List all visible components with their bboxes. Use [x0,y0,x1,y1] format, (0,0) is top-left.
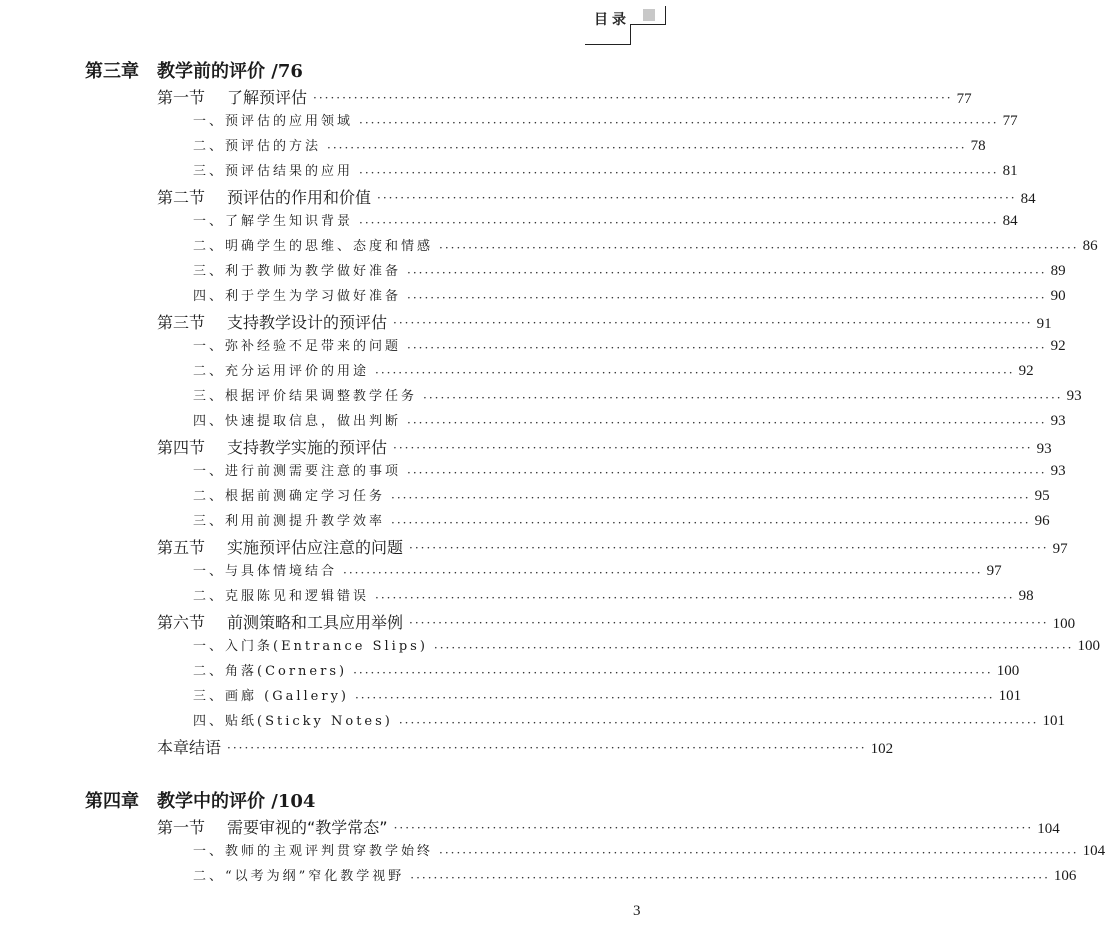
toc-subsection-entry[interactable] [0,335,1066,359]
toc-subsection-entry[interactable] [0,865,1077,889]
subsection-title: 四、利于学生为学习做好准备 [193,289,402,304]
toc-subsection-entry[interactable] [0,685,1022,709]
page-number: 98 [1018,588,1034,604]
dot-leader: ·············································································································· [407,416,1047,430]
dot-leader: ·············································································································· [423,391,1063,405]
subsection-title: 三、根据评价结果调整教学任务 [193,389,418,404]
page-number: 92 [1050,338,1066,354]
toc-subsection-entry[interactable] [0,460,1066,484]
dot-leader: ·············································································································· [439,241,1079,255]
section-title: 实施预评估应注意的问题 [227,538,404,557]
toc-section-entry[interactable] [0,815,1060,839]
page-number: 77 [956,91,972,107]
toc-subsection-entry[interactable] [0,710,1065,734]
page-number: 100 [1077,638,1100,654]
section-title: 预评估的作用和价值 [227,188,372,207]
dot-leader: ·············································································································· [327,141,967,155]
toc-subsection-entry[interactable] [0,660,1020,684]
section-number: 第三节 [157,313,206,332]
subsection-title: 三、预评估结果的应用 [193,164,354,179]
page-number: 100 [996,663,1020,679]
page-number: 93 [1066,388,1082,404]
chapter-number: 第三章 [85,61,139,82]
subsection-title: 一、教师的主观评判贯穿教学始终 [193,844,434,859]
toc-subsection-entry[interactable] [0,510,1050,534]
section-title: 支持教学设计的预评估 [227,313,388,332]
section-title: 前测策略和工具应用举例 [227,613,404,632]
chapter-heading [85,787,315,813]
toc-subsection-entry[interactable] [0,385,1082,409]
page-number: 101 [998,688,1022,704]
toc-subsection-entry[interactable] [0,260,1066,284]
page-number: 106 [1053,868,1077,884]
toc-subsection-entry[interactable] [0,160,1018,184]
toc-section-entry[interactable] [0,85,972,109]
dot-leader: ·············································································································· [359,216,999,230]
page-number: 97 [1052,541,1068,557]
section-number: 第二节 [157,188,206,207]
dot-leader: ·············································································································· [409,616,1049,630]
section-number: 第六节 [157,613,206,632]
subsection-title: 四、快速提取信息，做出判断 [193,414,402,429]
page-number: 84 [1020,191,1036,207]
dot-leader: ·············································································································· [313,91,953,105]
toc-subsection-entry[interactable] [0,635,1100,659]
section-number: 第一节 [157,818,206,837]
section-number: 第一节 [157,88,206,107]
toc-subsection-entry[interactable] [0,560,1002,584]
subsection-title: 三、利用前测提升教学效率 [193,514,386,529]
page-number: 93 [1036,441,1052,457]
subsection-title: 一、与具体情境结合 [193,564,338,579]
dot-leader: ·············································································································· [398,716,1039,730]
subsection-title: 二、预评估的方法 [193,139,322,154]
dot-leader: ·············································································································· [393,316,1033,330]
dot-leader: ·············································································································· [343,566,983,580]
chapter-number: 第四章 [85,791,139,812]
dot-leader: ·············································································································· [409,541,1049,555]
page-number: 91 [1036,316,1052,332]
page-number: 102 [870,741,894,757]
subsection-title: 二、充分运用评价的用途 [193,364,370,379]
toc-subsection-entry[interactable] [0,585,1034,609]
page-number: 93 [1050,413,1066,429]
dot-leader: ·············································································································· [391,491,1031,505]
dot-leader: ·············································································································· [410,871,1050,885]
subsection-title: 二、明确学生的思维、态度和情感 [193,239,434,254]
dot-leader: ·············································································································· [407,466,1047,480]
page-number: 77 [1002,113,1018,129]
toc-section-entry[interactable] [0,435,1052,459]
toc-subsection-entry[interactable] [0,235,1098,259]
chapter-title: 教学前的评价 /76 [157,61,303,82]
summary-title: 本章结语 [157,738,222,757]
dot-leader: ·············································································································· [354,691,995,705]
dot-leader: ·············································································································· [359,116,999,130]
page-number: 101 [1042,713,1065,729]
section-title: 支持教学实施的预评估 [227,438,388,457]
toc-subsection-entry[interactable] [0,210,1018,234]
footer-page-number: 3 [633,903,641,919]
section-title: 需要审视的“教学常态” [227,818,388,837]
page-number: 100 [1052,616,1076,632]
section-number: 第四节 [157,438,206,457]
toc-section-entry[interactable] [0,610,1076,634]
subsection-title: 三、利于教师为教学做好准备 [193,264,402,279]
page-number: 97 [986,563,1002,579]
toc-subsection-entry[interactable] [0,360,1034,384]
toc-subsection-entry[interactable] [0,135,986,159]
dot-leader: ·············································································································· [407,266,1047,280]
toc-subsection-entry[interactable] [0,485,1050,509]
dot-leader: ·············································································································· [393,441,1033,455]
subsection-title: 三、画廊 (Gallery) [193,689,349,704]
subsection-title: 一、进行前测需要注意的事项 [193,464,402,479]
toc-section-entry[interactable] [0,535,1068,559]
subsection-title: 四、贴纸(Sticky Notes) [193,714,393,729]
page-number: 89 [1050,263,1066,279]
toc-subsection-entry[interactable] [0,110,1018,134]
dot-leader: ·············································································································· [407,291,1047,305]
toc-subsection-entry[interactable] [0,840,1105,864]
page-number: 93 [1050,463,1066,479]
page-number: 104 [1037,821,1060,837]
subsection-title: 一、入门条(Entrance Slips) [193,639,428,654]
page-number: 84 [1002,213,1018,229]
subsection-title: 一、预评估的应用领域 [193,114,354,129]
dot-leader: ·············································································································· [375,366,1015,380]
subsection-title: 二、克服陈见和逻辑错误 [193,589,370,604]
toc-subsection-entry[interactable] [0,410,1066,434]
dot-leader: ·············································································································· [407,341,1047,355]
page-number: 81 [1002,163,1018,179]
subsection-title: 一、弥补经验不足带来的问题 [193,339,402,354]
page-number: 86 [1082,238,1098,254]
header-frame-corner [630,24,666,45]
page-number: 78 [970,138,986,154]
header-title: 目录 [594,12,630,28]
subsection-title: 二、“以考为纲”窄化教学视野 [193,869,405,884]
page-number: 96 [1034,513,1050,529]
dot-leader: ·············································································································· [227,741,867,755]
page-number: 104 [1082,843,1105,859]
dot-leader: ·············································································································· [353,666,993,680]
header-square-icon [643,9,655,21]
chapter-title: 教学中的评价 /104 [157,791,316,812]
page-number: 92 [1018,363,1034,379]
dot-leader: ·············································································································· [393,821,1034,835]
dot-leader: ·············································································································· [433,641,1074,655]
dot-leader: ·············································································································· [391,516,1031,530]
toc-section-entry[interactable] [0,185,1036,209]
section-number: 第五节 [157,538,206,557]
dot-leader: ·············································································································· [439,846,1079,860]
toc-section-entry[interactable] [0,310,1052,334]
toc-subsection-entry[interactable] [0,285,1066,309]
dot-leader: ·············································································································· [359,166,999,180]
dot-leader: ·············································································································· [375,591,1015,605]
page-number: 95 [1034,488,1050,504]
subsection-title: 二、角落(Corners) [193,664,348,679]
subsection-title: 一、了解学生知识背景 [193,214,354,229]
toc-summary-entry[interactable] [0,735,894,759]
chapter-heading [85,57,303,83]
subsection-title: 二、根据前测确定学习任务 [193,489,386,504]
page-number: 90 [1050,288,1066,304]
section-title: 了解预评估 [227,88,308,107]
dot-leader: ·············································································································· [377,191,1017,205]
